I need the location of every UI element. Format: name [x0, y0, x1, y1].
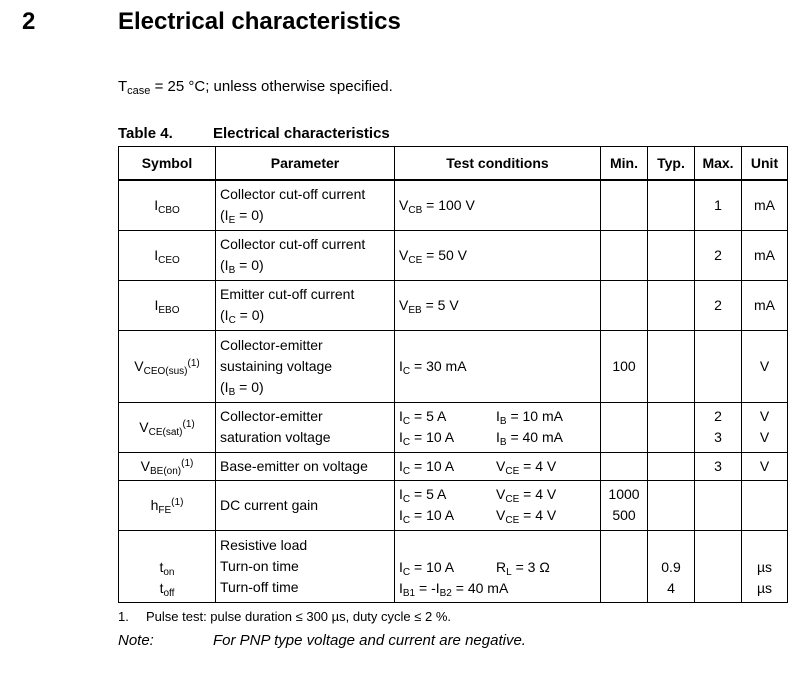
- table-label: Table 4.: [118, 125, 173, 142]
- test-conditions-cell: $I_C = 10$ A $R_L = 3$ Ω $I_{B1} = -I_{B2} = 40$ mA: [395, 530, 601, 602]
- conditions-t-sub: case: [127, 85, 151, 97]
- table-row: [119, 452, 788, 480]
- typ-cell: [648, 230, 695, 280]
- table-row: [119, 330, 788, 402]
- parameter-cell: Resistive load Turn-on time Turn-off time: [216, 530, 395, 602]
- symbol-cell: $I_{CEO}$: [119, 230, 216, 280]
- min-cell: [601, 452, 648, 480]
- unit-cell: V V: [742, 402, 788, 452]
- max-cell: 2: [695, 280, 742, 330]
- max-cell: [695, 530, 742, 602]
- parameter-cell: DC current gain: [216, 480, 395, 530]
- conditions-line: [118, 78, 393, 95]
- conditions-text: = 25 °C; unless otherwise specified.: [150, 78, 393, 95]
- header-parameter: Parameter: [216, 147, 395, 181]
- section-number: 2: [22, 8, 36, 35]
- unit-cell: mA: [742, 280, 788, 330]
- min-cell: [601, 180, 648, 230]
- table-header-row: [119, 147, 788, 181]
- section-title: Electrical characteristics: [118, 8, 401, 35]
- footnote-number: 1.: [118, 609, 129, 624]
- typ-cell: [648, 480, 695, 530]
- symbol-cell: $I_{CBO}$: [119, 180, 216, 230]
- symbol-cell: $V_{CE(sat)}^{(1)}$: [119, 402, 216, 452]
- table-name: Electrical characteristics: [213, 125, 390, 142]
- unit-cell: V: [742, 330, 788, 402]
- symbol-cell: $t_{on}$ $t_{off}$: [119, 530, 216, 602]
- note-text: For PNP type voltage and current are negative.: [213, 632, 526, 649]
- table-row: [119, 480, 788, 530]
- unit-cell: mA: [742, 180, 788, 230]
- table-row: [119, 530, 788, 602]
- table-row: [119, 280, 788, 330]
- header-symbol: Symbol: [119, 147, 216, 181]
- parameter-cell: Collector-emitter sustaining voltage $(I_B = 0)$: [216, 330, 395, 402]
- parameter-cell: Emitter cut-off current $(I_C = 0)$: [216, 280, 395, 330]
- max-cell: 2 3: [695, 402, 742, 452]
- table-row: [119, 402, 788, 452]
- header-max: Max.: [695, 147, 742, 181]
- max-cell: [695, 480, 742, 530]
- test-conditions-cell: $V_{CB} = 100$ V: [395, 180, 601, 230]
- unit-cell: [742, 480, 788, 530]
- typ-cell: [648, 402, 695, 452]
- typ-cell: 0.9 4: [648, 530, 695, 602]
- parameter-cell: Collector cut-off current $(I_E = 0)$: [216, 180, 395, 230]
- symbol-cell: $h_{FE}^{(1)}$: [119, 480, 216, 530]
- min-cell: 1000 500: [601, 480, 648, 530]
- unit-cell: mA: [742, 230, 788, 280]
- min-cell: [601, 230, 648, 280]
- footnote-text: Pulse test: pulse duration ≤ 300 µs, duty cycle ≤ 2 %.: [146, 609, 452, 624]
- header-typ: Typ.: [648, 147, 695, 181]
- test-conditions-cell: $I_C = 5$ A $I_B = 10$ mA $I_C = 10$ A $I_B = 40$ mA: [395, 402, 601, 452]
- min-cell: [601, 280, 648, 330]
- min-cell: 100: [601, 330, 648, 402]
- header-min: Min.: [601, 147, 648, 181]
- note-label: Note:: [118, 632, 154, 649]
- typ-cell: [648, 180, 695, 230]
- parameter-cell: Collector-emitter saturation voltage: [216, 402, 395, 452]
- header-test-conditions: Test conditions: [395, 147, 601, 181]
- max-cell: 1: [695, 180, 742, 230]
- min-cell: [601, 402, 648, 452]
- unit-cell: V: [742, 452, 788, 480]
- characteristics-table: [118, 146, 788, 603]
- symbol-cell: $I_{EBO}$: [119, 280, 216, 330]
- parameter-cell: Collector cut-off current $(I_B = 0)$: [216, 230, 395, 280]
- test-conditions-cell: $V_{CE} = 50$ V: [395, 230, 601, 280]
- test-conditions-cell: $I_C = 30$ mA: [395, 330, 601, 402]
- typ-cell: [648, 280, 695, 330]
- header-unit: Unit: [742, 147, 788, 181]
- table-row: [119, 230, 788, 280]
- table-row: [119, 180, 788, 230]
- symbol-cell: $V_{CEO(sus)}^{(1)}$: [119, 330, 216, 402]
- test-conditions-cell: $V_{EB} = 5$ V: [395, 280, 601, 330]
- test-conditions-cell: $I_C = 10$ A $V_{CE} = 4$ V: [395, 452, 601, 480]
- conditions-t: T: [118, 78, 128, 95]
- parameter-cell: Base-emitter on voltage: [216, 452, 395, 480]
- typ-cell: [648, 330, 695, 402]
- typ-cell: [648, 452, 695, 480]
- max-cell: 3: [695, 452, 742, 480]
- test-conditions-cell: $I_C = 5$ A $V_{CE} = 4$ V $I_C = 10$ A $V_{CE} = 4$ V: [395, 480, 601, 530]
- max-cell: 2: [695, 230, 742, 280]
- max-cell: [695, 330, 742, 402]
- symbol-cell: $V_{BE(on)}^{(1)}$: [119, 452, 216, 480]
- unit-cell: µs µs: [742, 530, 788, 602]
- min-cell: [601, 530, 648, 602]
